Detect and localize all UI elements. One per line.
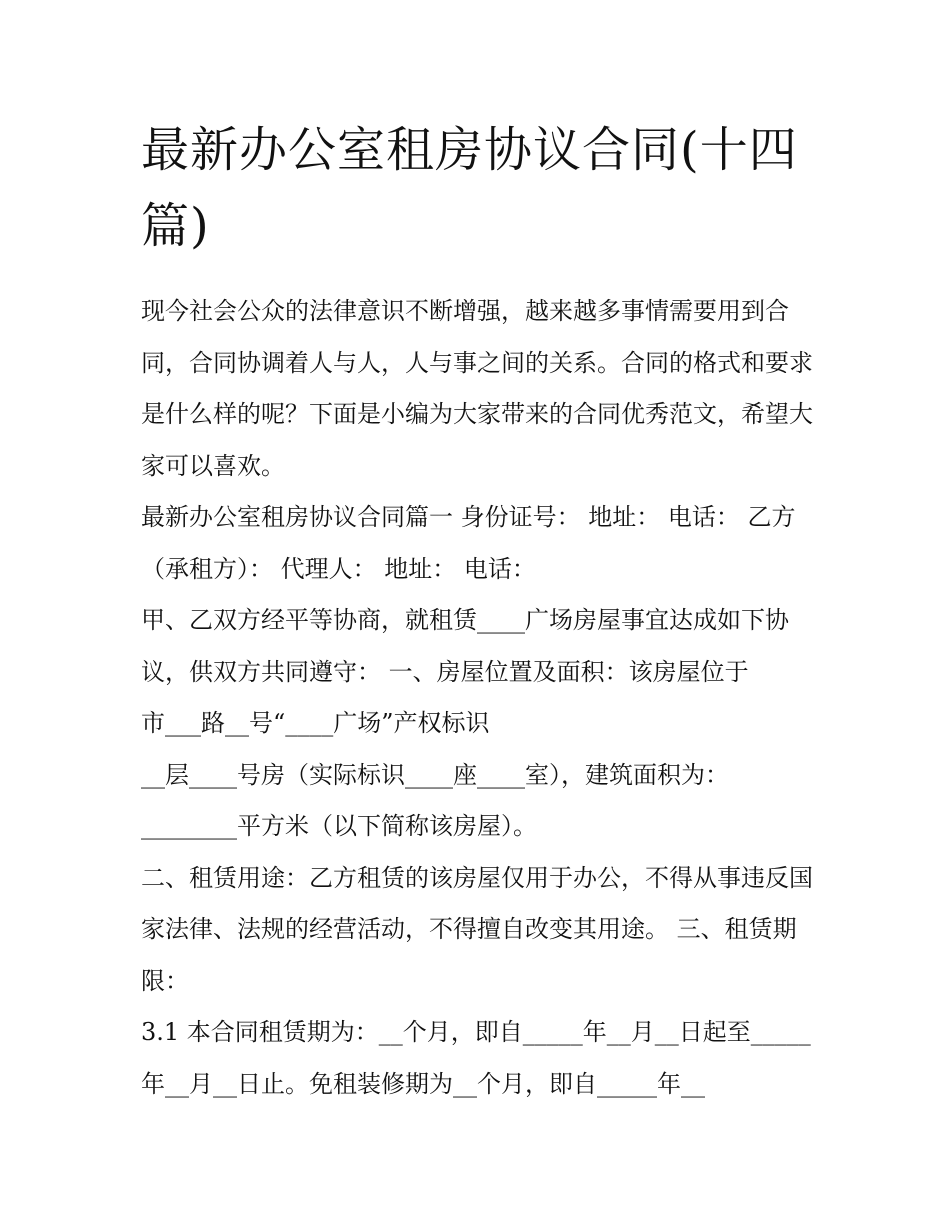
- location-paragraph: 市___路__号“____广场”产权标识: [141, 709, 490, 737]
- room-paragraph: __层____号房（实际标识____座____室），建筑面积为：: [141, 760, 729, 789]
- document-title: 最新办公室租房协议合同(十四篇): [141, 122, 798, 254]
- area-paragraph: ________平方米（以下简称该房屋）。: [141, 812, 537, 840]
- agreement-paragraph: 甲、乙双方经平等协商，就租赁____广场房屋事宜达成如下协议，供双方共同遵守： 一、房屋位置及面积：该房屋位于: [141, 606, 789, 686]
- document-body: [141, 286, 813, 1110]
- intro-paragraph: 现今社会公众的法律意识不断增强，越来越多事情需要用到合同，合同协调着人与人，人与事之间的关系。合同的格式和要求是什么样的呢？下面是小编为大家带来的合同优秀范文，希望大家可以喜欢。: [141, 297, 813, 480]
- usage-paragraph: 二、租赁用途：乙方租赁的该房屋仅用于办公，不得从事违反国家法律、法规的经营活动，不得擅自改变其用途。 三、租赁期限：: [141, 863, 813, 995]
- document-content: [141, 112, 813, 1110]
- party-info-paragraph: 最新办公室租房协议合同篇一 身份证号： 地址： 电话： 乙方（承租方）： 代理人： 地址： 电话：: [141, 503, 796, 583]
- term-paragraph: 3.1 本合同租赁期为：__个月，即自_____年__月__日起至_____年__月__日止。免租装修期为__个月，即自_____年__: [141, 1018, 811, 1098]
